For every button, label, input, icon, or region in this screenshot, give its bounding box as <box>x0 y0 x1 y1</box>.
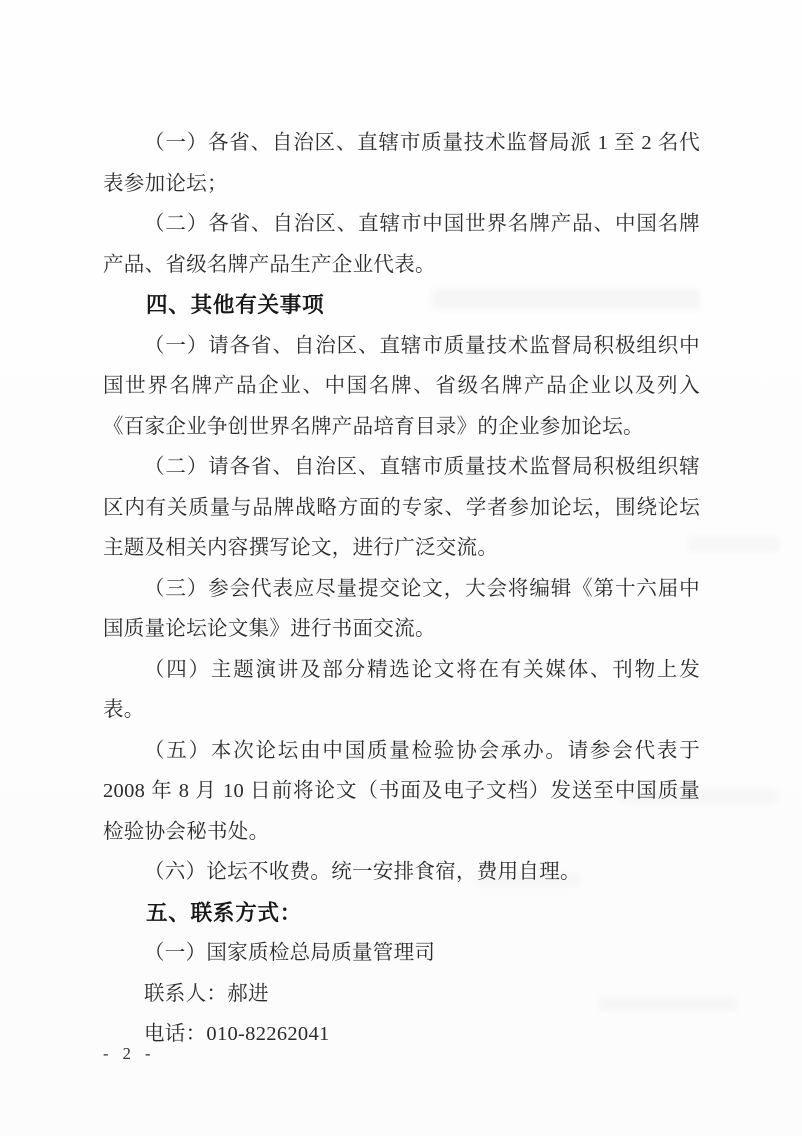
page-number: - 2 - <box>103 1044 156 1063</box>
section-heading-other-matters: 四、其他有关事项 <box>146 293 325 317</box>
paragraph-item-2-enterprises: （二）各省、自治区、直辖市中国世界名牌产品、中国名牌产品、省级名牌产品生产企业代表。 <box>103 213 700 276</box>
document-body <box>103 123 700 1055</box>
paragraph-matter-3: （三）参会代表应尽量提交论文，大会将编辑《第十六届中国质量论坛论文集》进行书面交流。 <box>103 577 700 640</box>
paragraph-item-1-delegates: （一）各省、自治区、直辖市质量技术监督局派 1 至 2 名代表参加论坛； <box>103 132 700 195</box>
paragraph-matter-4: （四）主题演讲及部分精选论文将在有关媒体、刊物上发表。 <box>103 658 700 721</box>
paragraph-contact-person: 联系人：郝进 <box>144 982 269 1005</box>
section-heading-contact-info: 五、联系方式： <box>146 900 303 925</box>
paragraph-contact-department: （一）国家质检总局质量管理司 <box>144 942 436 964</box>
paragraph-matter-6: （六）论坛不收费。统一安排食宿，费用自理。 <box>144 861 581 883</box>
paragraph-matter-5: （五）本次论坛由中国质量检验协会承办。请参会代表于 2008 年 8 月 10 日前将论文（书面及电子文档）发送至中国质量检验协会秘书处。 <box>103 739 700 843</box>
paragraph-matter-1: （一）请各省、自治区、直辖市质量技术监督局积极组织中国世界名牌产品企业、中国名牌、省级名牌产品企业以及列入《百家企业争创世界名牌产品培育目录》的企业参加论坛。 <box>103 334 700 438</box>
paragraph-matter-2: （二）请各省、自治区、直辖市质量技术监督局积极组织辖区内有关质量与品牌战略方面的专家、学者参加论坛，围绕论坛主题及相关内容撰写论文，进行广泛交流。 <box>103 456 700 559</box>
paragraph-contact-phone: 电话：010-82262041 <box>144 1023 330 1045</box>
